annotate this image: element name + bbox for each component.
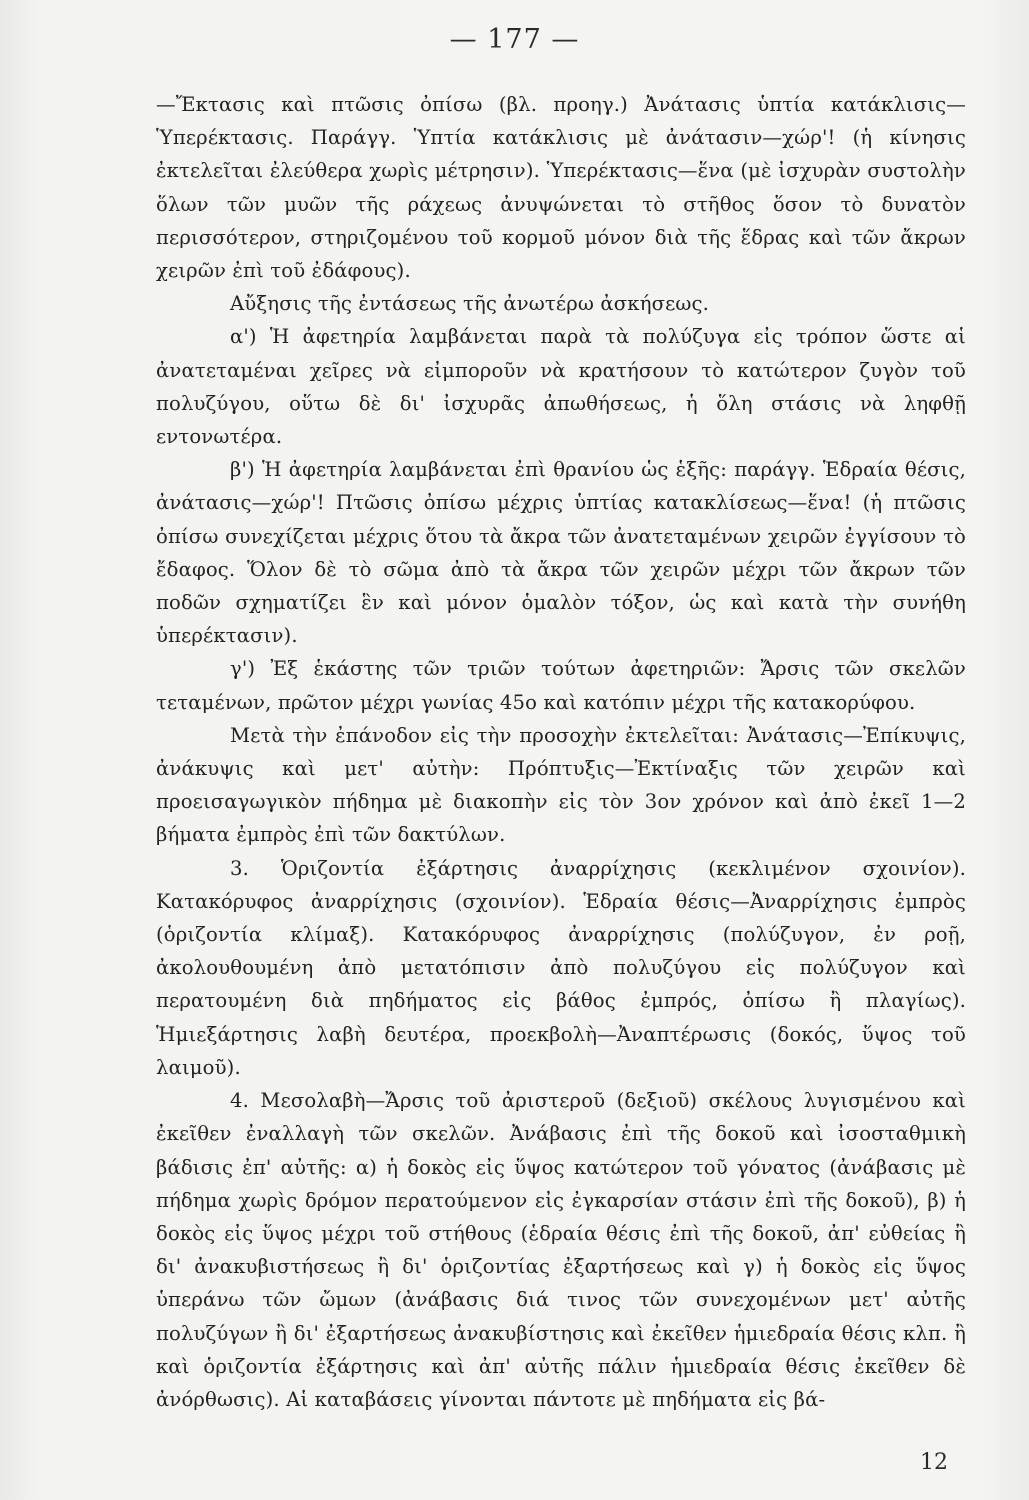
paragraph: β') Ἡ ἀφετηρία λαμβάνεται ἐπὶ θρανίου ὡς ἑξῆς: παράγγ. Ἑδραία θέσις, ἀνάτασις—χώρ'! Πτῶσις ὀπίσω μέχρις ὑπτίας κατακλίσεως—ἕνα! (ἡ πτῶσις ὀπίσω συνεχίζεται μέχρις ὅτου τὰ ἄκρα τῶν ἀνατεταμένων χειρῶν ἐγγίσουν τὸ ἔδαφος. Ὅλον δὲ τὸ σῶμα ἀπὸ τὰ ἄκρα τῶν χειρῶν μέχρι τῶν ἄκρων τῶν ποδῶν σχηματίζει ἓν καὶ μόνον ὁμαλὸν τόξον, ὡς καὶ κατὰ τὴν συνήθη ὑπερέκτασιν). xyxy=(156,458,966,648)
paragraph: Μετὰ τὴν ἐπάνοδον εἰς τὴν προσοχὴν ἐκτελεῖται: Ἀνάτασις—Ἐπίκυψις, ἀνάκυψις καὶ μετ' αὐτὴν: Πρόπτυξις—Ἐκτίναξις τῶν χειρῶν καὶ προεισαγωγικὸν πήδημα μὲ διακοπὴν εἰς τὸν 3ον χρόνον καὶ ἀπὸ ἐκεῖ 1—2 βήματα ἐμπρὸς ἐπὶ τῶν δακτύλων. xyxy=(156,723,966,847)
paragraph: —Ἔκτασις καὶ πτῶσις ὀπίσω (βλ. προηγ.) Ἀνάτασις ὑπτία κατάκλισις—Ὑπερέκτασις. Παράγγ. Ὑπτία κατάκλισις μὲ ἀνάτασιν—χώρ'! (ἡ κίνησις ἐκτελεῖται ἐλεύθερα χωρὶς μέτρησιν). Ὑπερέκτασις—ἕνα (μὲ ἰσχυρὰν συστολὴν ὅλων τῶν μυῶν τῆς ράχεως ἀνυψώνεται τὸ στῆθος ὅσον τὸ δυνατὸν περισσότερον, στηριζομένου τοῦ κορμοῦ μόνον διὰ τῆς ἕδρας καὶ τῶν ἄκρων χειρῶν ἐπὶ τοῦ ἐδάφους). xyxy=(156,93,966,283)
paragraph: 4. Μεσολαβὴ—Ἄρσις τοῦ ἀριστεροῦ (δεξιοῦ) σκέλους λυγισμένου καὶ ἐκεῖθεν ἐναλλαγὴ τῶν σκελῶν. Ἀνάβασις ἐπὶ τῆς δοκοῦ καὶ ἰσοσταθμικὴ βάδισις ἐπ' αὐτῆς: α) ἡ δοκὸς εἰς ὕψος κατώτερον τοῦ γόνατος (ἀνάβασις μὲ πήδημα χωρὶς δρόμον περατούμενον εἰς ἐγκαρσίαν στάσιν ἐπὶ τῆς δοκοῦ), β) ἡ δοκὸς εἰς ὕψος μέχρι τοῦ στήθους (ἑδραία θέσις ἐπὶ τῆς δοκοῦ, ἀπ' εὐθείας ἢ δι' ἀνακυβιστήσεως ἢ δι' ὁριζοντίας ἐξαρτήσεως καὶ γ) ἡ δοκὸς εἰς ὕψος ὑπεράνω τῶν ὤμων (ἀνάβασις διά τινος τῶν συνεχομένων μετ' αὐτῆς πολυζύγων ἢ δι' ἐξαρτήσεως ἀνακυβίστησις καὶ ἐκεῖθεν ἡμιεδραία θέσις κλπ. ἢ καὶ ὁριζοντία ἐξάρτησις καὶ ἀπ' αὐτῆς πάλιν ἡμιεδραία θέσις ἐκεῖθεν δὲ ἀνόρθωσις). Αἱ καταβάσεις γίνονται πάντοτε μὲ πηδήματα εἰς βά- xyxy=(156,1089,966,1411)
page-number-bottom: 12 xyxy=(920,1450,948,1475)
paragraph: α') Ἡ ἀφετηρία λαμβάνεται παρὰ τὰ πολύζυγα εἰς τρόπον ὥστε αἱ ἀνατεταμέναι χεῖρες νὰ εἰμποροῦν νὰ κρατήσουν τὸ κατώτερον ζυγὸν τοῦ πολυζύγου, οὕτω δὲ δι' ἰσχυρᾶς ἀπωθήσεως, ἡ ὅλη στάσις νὰ ληφθῇ εντονωτέρα. xyxy=(156,325,966,449)
page-number-top: — 177 — xyxy=(449,24,580,55)
paragraph: Αὔξησις τῆς ἐντάσεως τῆς ἀνωτέρω ἀσκήσεως. xyxy=(230,292,710,316)
paragraph: 3. Ὁριζοντία ἐξάρτησις ἀναρρίχησις (κεκλιμένον σχοινίον). Κατακόρυφος ἀναρρίχησις (σχοινίον). Ἑδραία θέσις—Ἀναρρίχησις ἐμπρὸς (ὁριζοντία κλίμαξ). Κατακόρυφος ἀναρρίχησις (πολύζυγον, ἐν ροῇ, ἀκολουθουμένη ἀπὸ μετατόπισιν ἀπὸ πολυζύγου εἰς πολύζυγον καὶ περατουμένη διὰ πηδήματος εἰς βάθος ἐμπρός, ὀπίσω ἢ πλαγίως). Ἡμιεξάρτησις λαβὴ δευτέρα, προεκβολὴ—Ἀναπτέρωσις (δοκός, ὕψος τοῦ λαιμοῦ). xyxy=(156,856,966,1079)
paragraph: γ') Ἐξ ἑκάστης τῶν τριῶν τούτων ἀφετηριῶν: Ἄρσις τῶν σκελῶν τεταμένων, πρῶτον μέχρι γωνίας 45ο καὶ κατόπιν μέχρι τῆς κατακορύφου. xyxy=(156,657,966,714)
body-text xyxy=(156,88,966,1416)
